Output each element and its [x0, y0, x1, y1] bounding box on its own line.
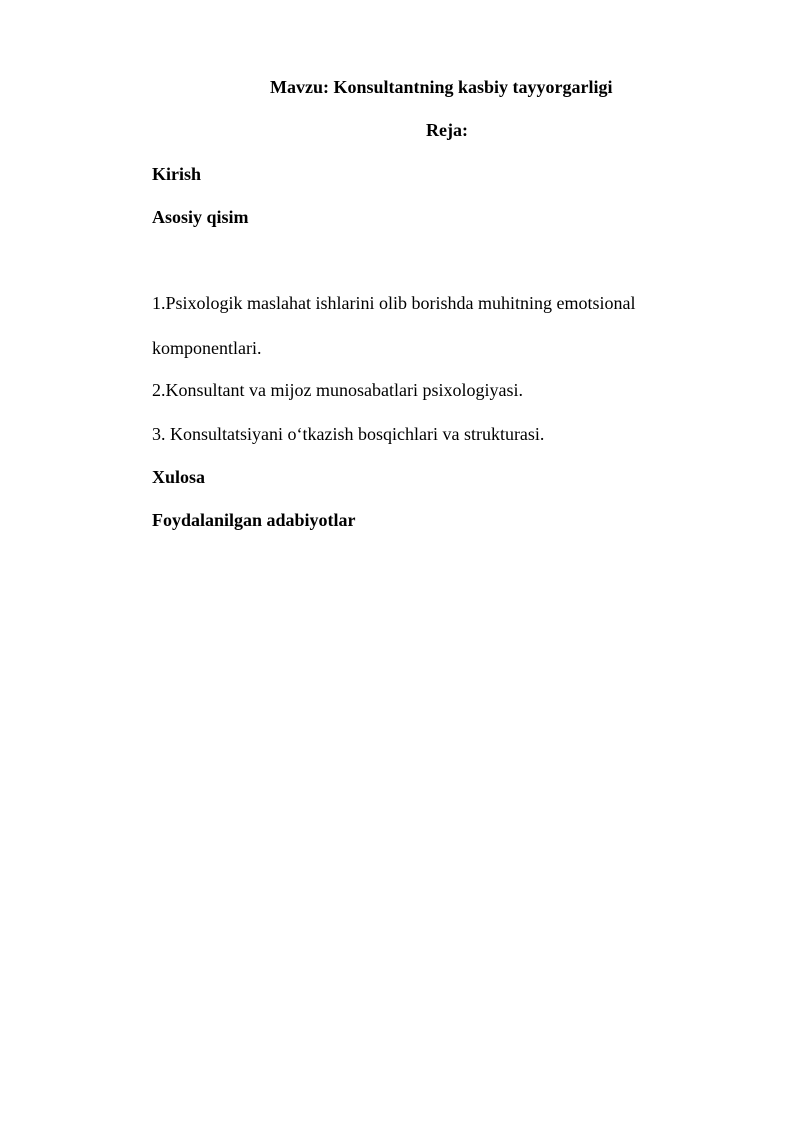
document-title: Mavzu: Konsultantning kasbiy tayyorgarligi — [270, 77, 613, 97]
section-main-part: Asosiy qisim — [152, 207, 249, 227]
plan-item-3: 3. Konsultatsiyani o‘tkazish bosqichlari va strukturasi. — [152, 424, 545, 444]
section-references: Foydalanilgan adabiyotlar — [152, 510, 356, 530]
plan-heading: Reja: — [426, 120, 468, 140]
plan-item-1-line-2: komponentlari. — [152, 338, 262, 358]
section-conclusion: Xulosa — [152, 467, 206, 487]
section-intro: Kirish — [152, 164, 202, 184]
plan-item-2: 2.Konsultant va mijoz munosabatlari psixologiyasi. — [152, 380, 523, 400]
plan-item-1-line-1: 1.Psixologik maslahat ishlarini olib borishda muhitning emotsional — [152, 293, 636, 313]
